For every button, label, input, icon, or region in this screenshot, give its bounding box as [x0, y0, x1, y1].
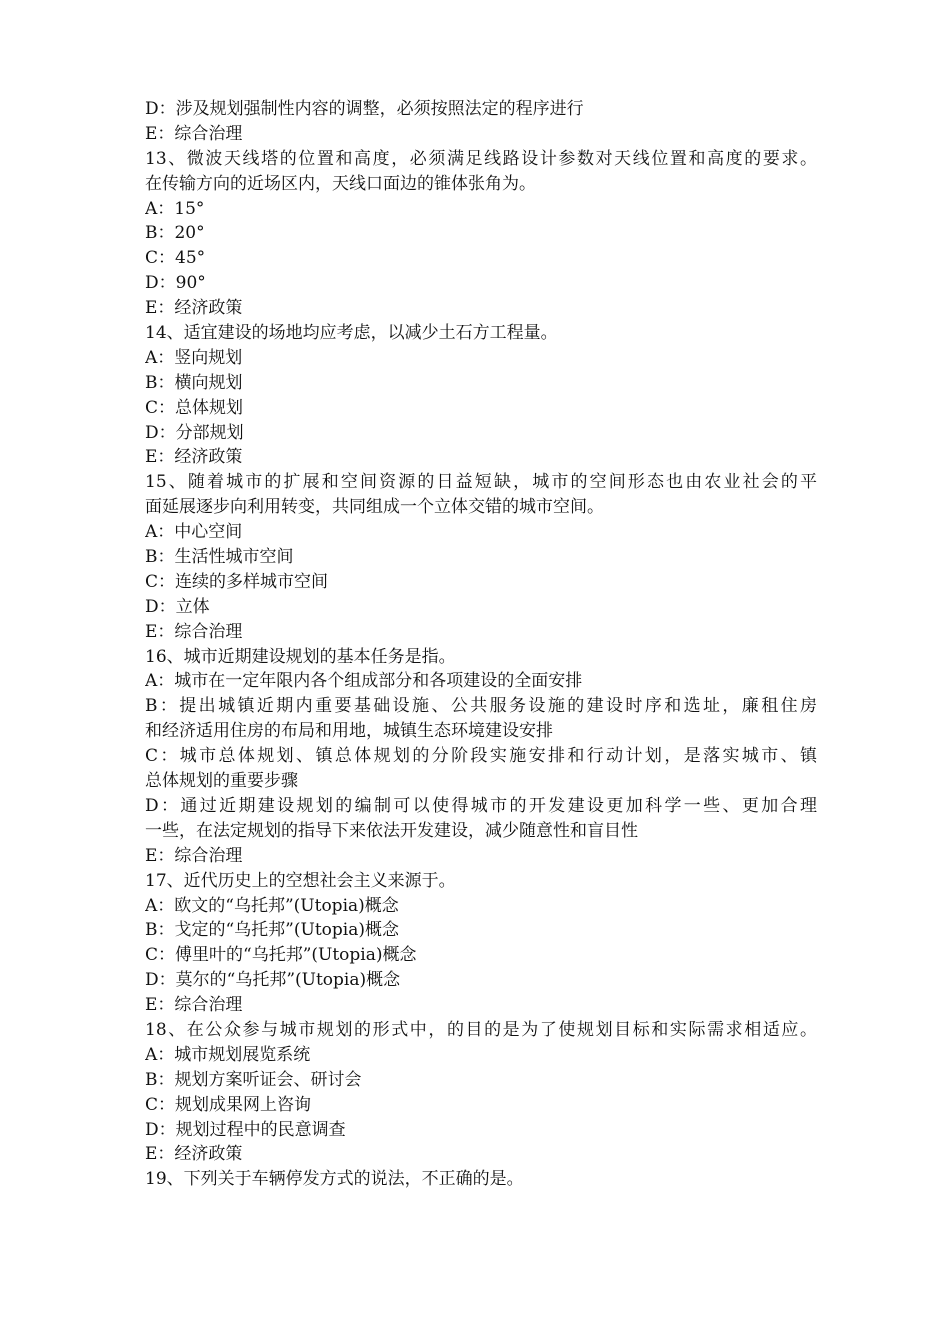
- text-line: 面延展逐步向利用转变，共同组成一个立体交错的城市空间。: [145, 497, 604, 518]
- option-d: D：90°: [145, 273, 206, 294]
- option-e: E：综合治理: [145, 845, 243, 866]
- option-b: B：生活性城市空间: [145, 547, 294, 568]
- question-14: 14、适宜建设的场地均应考虑，以减少土石方工程量。: [145, 323, 558, 344]
- option-d: D：立体: [145, 596, 210, 617]
- option-a: A：15°: [145, 198, 205, 219]
- option-a: A：中心空间: [145, 522, 243, 543]
- document-body: [145, 97, 817, 1192]
- text-line: 一些，在法定规划的指导下来依法开发建设，减少随意性和盲目性: [145, 820, 638, 841]
- option-b: B：提出城镇近期内重要基础设施、公共服务设施的建设时序和选址，廉租住房: [145, 696, 817, 717]
- question-17: 17、近代历史上的空想社会主义来源于。: [145, 870, 456, 891]
- question-15: 15、随着城市的扩展和空间资源的日益短缺，城市的空间形态也由农业社会的平: [145, 472, 817, 493]
- option-c: C：45°: [145, 248, 206, 269]
- text-line: E：综合治理: [145, 123, 243, 144]
- question-19: 19、下列关于车辆停发方式的说法，不正确的是。: [145, 1169, 524, 1190]
- option-a: A：城市在一定年限内各个组成部分和各项建设的全面安排: [145, 671, 583, 692]
- question-16: 16、城市近期建设规划的基本任务是指。: [145, 646, 456, 667]
- question-18: 18、在公众参与城市规划的形式中，的目的是为了使规划目标和实际需求相适应。: [145, 1019, 817, 1040]
- option-c: C：总体规划: [145, 397, 244, 418]
- option-c: C：傅里叶的“乌托邦”(Utopia)概念: [145, 945, 417, 966]
- option-d: D：莫尔的“乌托邦”(Utopia)概念: [145, 970, 401, 991]
- text-line: 在传输方向的近场区内，天线口面边的锥体张角为。: [145, 173, 536, 194]
- option-c: C：城市总体规划、镇总体规划的分阶段实施安排和行动计划，是落实城市、镇: [145, 746, 817, 767]
- question-13: 13、微波天线塔的位置和高度，必须满足线路设计参数对天线位置和高度的要求。: [145, 148, 817, 169]
- option-c: C：连续的多样城市空间: [145, 571, 329, 592]
- option-d: D：通过近期建设规划的编制可以使得城市的开发建设更加科学一些、更加合理: [145, 795, 817, 816]
- option-d: D：规划过程中的民意调查: [145, 1119, 346, 1140]
- option-e: E：综合治理: [145, 621, 243, 642]
- option-e: E：经济政策: [145, 447, 243, 468]
- option-e: E：综合治理: [145, 995, 243, 1016]
- option-c: C：规划成果网上咨询: [145, 1094, 312, 1115]
- option-a: A：竖向规划: [145, 347, 243, 368]
- text-line: 总体规划的重要步骤: [145, 771, 298, 792]
- option-a: A：城市规划展览系统: [145, 1044, 311, 1065]
- option-d: D：分部规划: [145, 422, 244, 443]
- option-b: B：20°: [145, 223, 205, 244]
- option-e: E：经济政策: [145, 298, 243, 319]
- option-a: A：欧文的“乌托邦”(Utopia)概念: [145, 895, 399, 916]
- option-e: E：经济政策: [145, 1144, 243, 1165]
- option-b: B：横向规划: [145, 372, 243, 393]
- text-line: D：涉及规划强制性内容的调整，必须按照法定的程序进行: [145, 99, 584, 119]
- text-line: 和经济适用住房的布局和用地，城镇生态环境建设安排: [145, 721, 553, 742]
- option-b: B：规划方案听证会、研讨会: [145, 1069, 362, 1090]
- option-b: B：戈定的“乌托邦”(Utopia)概念: [145, 920, 399, 941]
